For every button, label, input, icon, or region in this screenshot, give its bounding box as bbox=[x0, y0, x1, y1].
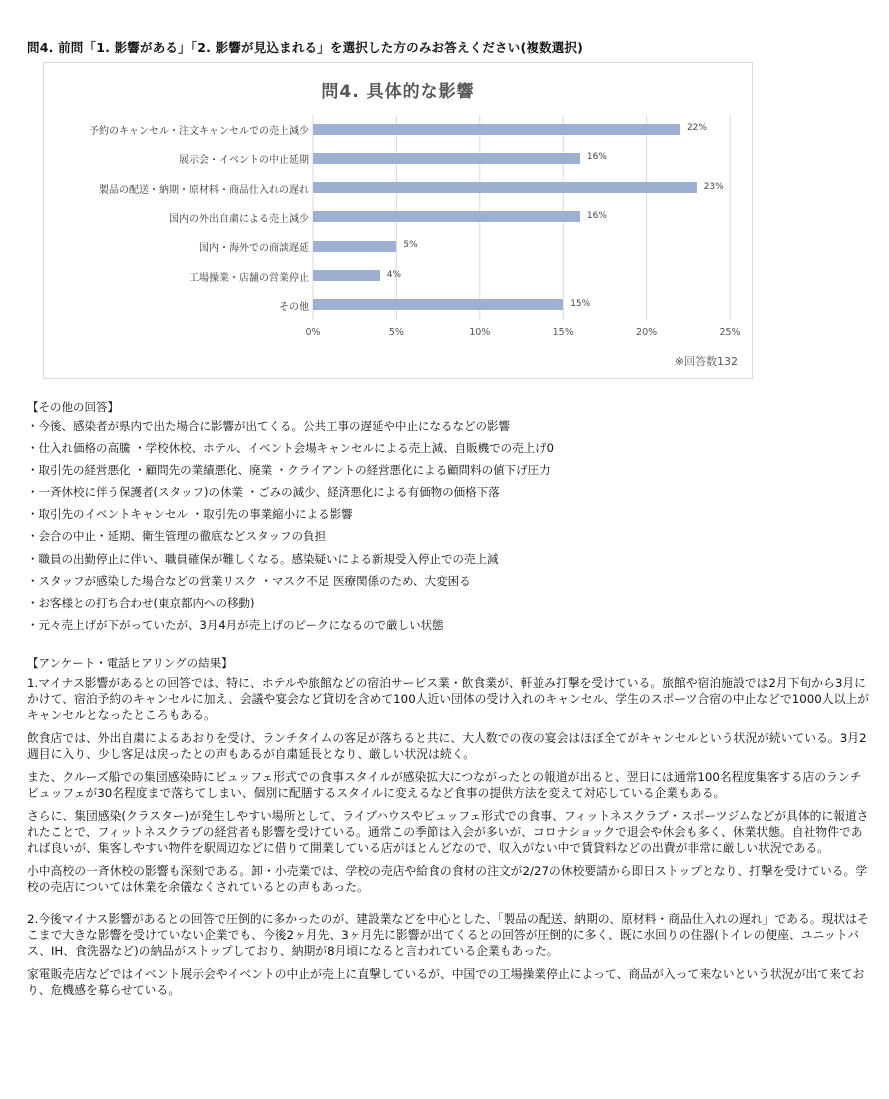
result-paragraph: 飲食店では、外出自粛によるあおりを受け、ランチタイムの客足が落ちると共に、大人数での夜の宴会はほぼ全てがキャンセルという状況が続いている。3月2週目に入り、少し客足は戻ったとの声もあるが自粛延長となり、厳しい状況は続く。 bbox=[27, 731, 867, 761]
bar bbox=[313, 241, 396, 252]
bar bbox=[313, 124, 680, 135]
category-labels bbox=[44, 63, 309, 378]
bar-value-label: 23% bbox=[703, 181, 724, 192]
x-tick-label: 10% bbox=[469, 327, 491, 338]
x-tick-label: 25% bbox=[719, 327, 741, 338]
bar-value-label: 16% bbox=[586, 210, 607, 221]
other-answer-item: ・会合の中止・延期、衛生管理の徹底などスタッフの負担 bbox=[27, 529, 326, 544]
result-paragraph: 小中高校の一斉休校の影響も深刻である。卸・小売業では、学校の売店や給食の食材の注文が2/27の休校要請から即日ストップとなり、打撃を受けている。学校の売店については休業を余儀なくされているとの声もあった。 bbox=[27, 864, 868, 894]
chart bbox=[43, 62, 753, 379]
x-tick-label: 0% bbox=[305, 327, 321, 338]
other-answers-list bbox=[27, 418, 867, 639]
other-answer-item: ・お客様との打ち合わせ(東京都内への移動) bbox=[27, 595, 255, 610]
category-label: 予約のキャンセル・注文キャンセルでの売上減少 bbox=[89, 126, 309, 137]
bar-value-label: 4% bbox=[386, 269, 401, 280]
bar-value-label: 15% bbox=[570, 298, 591, 309]
category-label: 製品の配送・納期・原材料・商品仕入れの遅れ bbox=[99, 184, 309, 196]
other-answer-item: ・仕入れ価格の高騰 ・学校休校、ホテル、イベント会場キャンセルによる売上減、自販機での売上げ0 bbox=[27, 441, 554, 456]
other-answer-item: ・一斉休校に伴う保護者(スタッフ)の休業 ・ごみの減少、経済悪化による有価物の価格下落 bbox=[27, 485, 500, 500]
results-body bbox=[27, 675, 869, 1005]
bar bbox=[313, 153, 580, 164]
bar bbox=[313, 211, 580, 222]
result-paragraph: 1.マイナス影響があるとの回答では、特に、ホテルや旅館などの宿泊サービス業・飲食業が、軒並み打撃を受けている。旅館や宿泊施設では2月下旬から3月にかけて、宿泊予約のキャンセルに加え、会議や宴会など貸切を含めて100人近い団体の受け入れのキャンセル、学生のスポーツ合宿の中止などで1000人以上がキャンセルとなったところもある。 bbox=[27, 676, 869, 722]
bar-value-label: 16% bbox=[586, 152, 607, 163]
question-heading: 問4. 前問「1. 影響がある」「2. 影響が見込まれる」を選択した方のみお答えください(複数選択) bbox=[27, 40, 584, 55]
category-label: 国内・海外での商談遅延 bbox=[199, 243, 309, 255]
result-paragraph: 2.今後マイナス影響があるとの回答で圧倒的に多かったのが、建設業などを中心とした、「製品の配送、納期の、原材料・商品仕入れの遅れ」である。現状はそこまで大きな影響を受けていない企業でも、今後2ヶ月先、3ヶ月先に影響が出てくるとの回答が圧倒的に多く、既に水回りの住器(トイレの便座、ユニットバス、IH、食洗器など)の納品がストップしており、納期が8月頃になると言われている企業もあった。 bbox=[27, 912, 869, 958]
bar-value-label: 22% bbox=[686, 123, 707, 133]
bar bbox=[313, 299, 563, 310]
result-paragraph: 家電販売店などではイベント展示会やイベントの中止が売上に直撃しているが、中国での工場操業停止によって、商品が入って来ないという状況が出て来ており、危機感を募らせている。 bbox=[27, 967, 865, 997]
category-label: その他 bbox=[279, 301, 309, 313]
other-answer-item: ・今後、感染者が県内で出た場合に影響が出てくる。公共工事の遅延や中止になるなどの影響 bbox=[27, 419, 510, 433]
category-label: 工場操業・店舗の営業停止 bbox=[189, 272, 309, 284]
result-paragraph: また、クルーズ船での集団感染時にビュッフェ形式での食事スタイルが感染拡大につながったとの報道が出ると、翌日には通常100名程度集客する店のランチビュッフェが30名程度まで落ちてしまい、個別に配膳するスタイルに変えるなど食事の提供方法を変えて対応している企業もある。 bbox=[27, 770, 862, 800]
other-answer-item: ・スタッフが感染した場合などの営業リスク ・マスク不足 医療関係のため、大変困る bbox=[27, 573, 471, 588]
other-answer-item: ・元々売上げが下がっていたが、3月4月が売上げのピークになるので厳しい状態 bbox=[27, 617, 444, 632]
x-tick-label: 5% bbox=[388, 327, 404, 338]
bar bbox=[313, 182, 697, 193]
other-answer-item: ・取引先のイベントキャンセル ・取引先の事業縮小による影響 bbox=[27, 507, 353, 522]
category-label: 国内の外出自粛による売上減少 bbox=[169, 213, 309, 225]
other-answer-item: ・取引先の経営悪化 ・顧問先の業績悪化、廃業 ・クライアントの経営悪化による顧問料の値下げ圧力 bbox=[27, 463, 551, 478]
chart-title: 問4. 具体的な影響 bbox=[321, 82, 475, 102]
result-paragraph: さらに、集団感染(クラスター)が発生しやすい場所として、ライブハウスやビュッフェ形式での食事、フィットネスクラブ・スポーツジムなどが具体的に報道されたことで、フィットネスクラブの経営者も影響を受けている。通常この季節は入会が多いが、コロナショックで退会や休会も多く、休業状態。自社物件であれば良いが、集客しやすい物件を駅周辺などに借りて開業している店がほとんどなので、収入がない中で賃貸料などの出費が非常に厳しい状況である。 bbox=[27, 809, 869, 855]
category-label: 展示会・イベントの中止延期 bbox=[179, 155, 309, 167]
bar-value-label: 5% bbox=[403, 240, 418, 251]
x-tick-label: 15% bbox=[552, 327, 574, 338]
other-answers-title: 【その他の回答】 bbox=[27, 400, 119, 414]
other-answer-item: ・職員の出勤停止に伴い、職員確保が難しくなる。感染疑いによる新規受入停止での売上減 bbox=[27, 551, 499, 566]
results-title: 【アンケート・電話ヒアリングの結果】 bbox=[27, 656, 233, 670]
bar bbox=[313, 270, 380, 281]
x-tick-label: 20% bbox=[636, 327, 658, 338]
response-count-note: ※回答数132 bbox=[674, 355, 738, 368]
